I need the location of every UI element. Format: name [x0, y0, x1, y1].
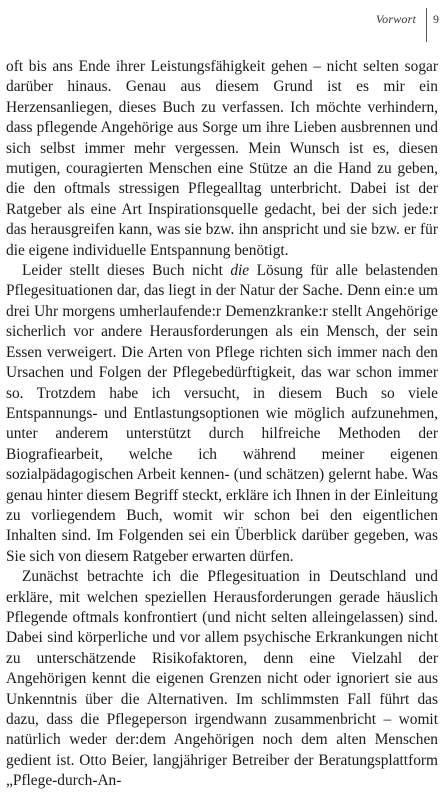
paragraph-3: Zunächst betrachte ich die Pflegesituation in Deutschland und erkläre, mit welchen speziellen Herausforderungen gerade häuslich Pflegende oftmals konfrontiert (und nicht selten alleingelassen) sind. Dabei sind körperliche und vor allem psychische Erkrankungen nicht zu unterschätzende Risikofaktoren, denn eine Vielzahl der Angehörigen kennt die eigenen Grenzen nicht oder ignoriert sie aus Unkenntnis über die Alternativen. Im schlimmsten Fall führt das dazu, dass die Pflegeperson irgendwann zusammenbricht – womit natürlich weder der:dem Angehörigen noch dem alten Menschen gedient ist. Otto Beier, langjähriger Betreiber der Beratungsplattform „Pflege-durch-An-	[6, 568, 438, 790]
paragraph-2	[6, 261, 438, 567]
page-number: 9	[433, 12, 439, 26]
header-divider	[426, 8, 427, 42]
running-header	[376, 8, 439, 44]
emphasized-word: die	[230, 262, 250, 280]
section-title: Vorwort	[375, 12, 416, 26]
paragraph-1: oft bis ans Ende ihrer Leistungsfähigkeit gehen – nicht selten sogar darüber hinaus. Genau aus diesem Grund ist es mir ein Herzensanliegen, dieses Buch zu verfassen. Ich möchte verhindern, dass pflegende Angehörige aus Sorge um ihre Lieben ausbrennen und sich selbst immer mehr vergessen. Mein Wunsch ist es, diesen mutigen, couragierten Menschen eine Stütze an die Hand zu geben, die den oftmals stressigen Pflegealltag unterbricht. Dabei ist der Ratgeber als eine Art Inspirationsquelle gedacht, bei der sich jede:r das herausgreifen kann, was sie bzw. ihn anspricht und sie bzw. er für die eigene individuelle Entspannung benötigt.	[6, 58, 438, 259]
body-text	[6, 57, 438, 792]
paragraph-2-start: Leider stellt dieses Buch nicht	[22, 262, 231, 280]
paragraph-2-rest: Lösung für alle belastenden Pflegesituationen dar, das liegt in der Natur der Sache. Denn ein:e um drei Uhr morgens umherlaufende:r Demenzkranke:r stellt Angehörige sicherlich vor andere Herausforderungen als ein Mensch, der sein Essen verweigert. Die Arten von Pflege richten sich immer nach den Ursachen und Folgen der Pflegebedürftigkeit, das war schon immer so. Trotzdem habe ich versucht, in diesem Buch so viele Entspannungs- und Entlastungsoptionen wie möglich aufzunehmen, unter anderem unterstützt durch hilfreiche Methoden der Biografiearbeit, welche ich während meiner eigenen sozialpädagogischen Arbeit kennen- (und schätzen) gelernt habe. Was genau hinter diesem Begriff steckt, erkläre ich Ihnen in der Einleitung zu vorliegendem Buch, womit wir schon bei den eigentlichen Inhalten sind. Im Folgenden sei ein Überblick darüber gegeben, was Sie sich von diesem Ratgeber erwarten dürfen.	[6, 262, 438, 565]
